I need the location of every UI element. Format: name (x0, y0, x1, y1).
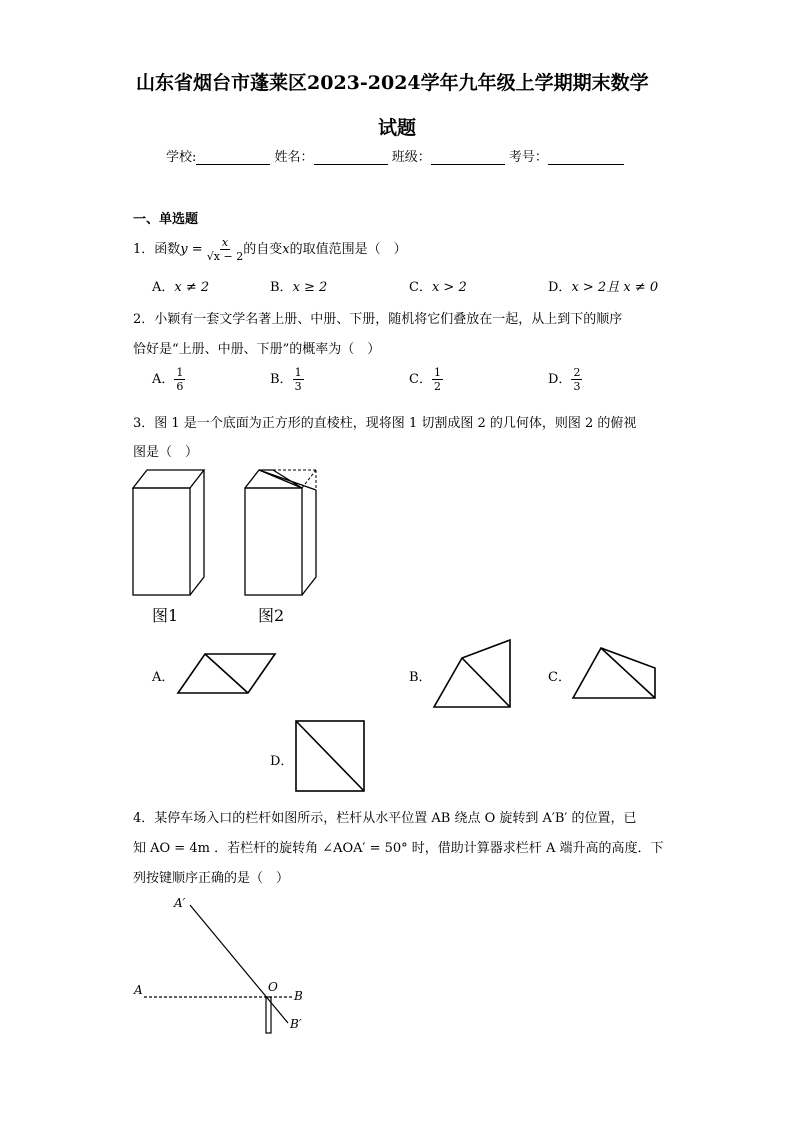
label-O: O (268, 980, 278, 994)
q1-prefix: 1．函数 (133, 242, 181, 257)
label-B: B (294, 989, 303, 1003)
exam-no-blank (548, 150, 624, 165)
q2-option-c[interactable]: C． $\frac{1}{2}$ (409, 366, 441, 393)
q2-option-b[interactable]: B． $\frac{1}{3}$ (270, 366, 302, 393)
section-heading: 一、单选题 (133, 212, 199, 227)
figure-2-cut-prism (240, 462, 330, 602)
q3-option-c-label[interactable]: C． (548, 670, 571, 685)
school-blank (196, 150, 270, 165)
q1-option-d[interactable]: D．x > 2且 x ≠ 0 (548, 280, 659, 295)
page-title-line2: 试题 (378, 117, 417, 139)
q4-line1: 4．某停车场入口的栏杆如图所示，栏杆从水平位置 AB 绕点 O 旋转到 A′B′ 的位置，已 (133, 811, 637, 826)
q3-option-b-figure[interactable] (432, 638, 516, 710)
q4-line2: 知 AO = 4m ．若栏杆的旋转角 ∠AOA′ = 50° 时，借助计算器求栏杆 A 端升高的高度．下 (133, 841, 664, 856)
class-blank (431, 150, 505, 165)
figure-1-prism (128, 462, 218, 602)
label-A-prime: A′ (174, 896, 186, 910)
q2-option-a[interactable]: A． $\frac{1}{6}$ (152, 366, 184, 393)
figure-1-caption: 图1 (152, 606, 179, 625)
student-info-row (166, 146, 624, 165)
class-label: 班级： (391, 150, 431, 165)
q1-suffix-a: 的自变 (243, 242, 283, 257)
school-label: 学校: (166, 150, 197, 165)
name-blank (314, 150, 388, 165)
q3-option-b-label[interactable]: B． (409, 670, 432, 685)
page-title-line1: 山东省烟台市蓬莱区2023-2024学年九年级上学期期末数学 (136, 72, 649, 94)
q3-line2: 图是（ ） (133, 445, 199, 460)
q3-line1: 3．图 1 是一个底面为正方形的直棱柱，现将图 1 切割成图 2 的几何体，则图 2 的俯视 (133, 416, 637, 431)
label-B-prime: B′ (290, 1017, 302, 1031)
q1-option-c[interactable]: C．x > 2 (409, 280, 467, 295)
q1-var: x (282, 242, 290, 257)
figure-2-caption: 图2 (258, 606, 285, 625)
q3-option-c-figure[interactable] (571, 646, 659, 702)
name-label: 姓名： (274, 150, 314, 165)
q4-barrier-figure (130, 893, 320, 1043)
q3-option-d-label[interactable]: D． (270, 754, 294, 769)
q1-suffix-b: 的取值范围是（ ） (289, 242, 407, 257)
q4-line3: 列按键顺序正确的是（ ） (133, 871, 290, 886)
q1-numerator: x (221, 236, 229, 249)
q2-line2: 恰好是“上册、中册、下册”的概率为（ ） (133, 342, 381, 357)
q2-line1: 2．小颖有一套文学名著上册、中册、下册，随机将它们叠放在一起，从上到下的顺序 (133, 312, 623, 327)
q3-option-d-figure[interactable] (294, 719, 366, 793)
q1-option-b[interactable]: B．x ≥ 2 (270, 280, 328, 295)
q3-option-a-label[interactable]: A． (152, 670, 175, 685)
q1-denominator: √x − 2 (206, 250, 244, 263)
q2-option-d[interactable]: D． $\frac{2}{3}$ (548, 366, 581, 393)
q1-option-a[interactable]: A．x ≠ 2 (152, 280, 210, 295)
question-1 (133, 236, 407, 263)
exam-no-label: 考号： (508, 150, 548, 165)
q1-y: y = (180, 242, 203, 257)
label-A: A (134, 983, 143, 997)
q3-option-a-figure[interactable] (176, 652, 280, 696)
q1-fraction (207, 236, 243, 263)
